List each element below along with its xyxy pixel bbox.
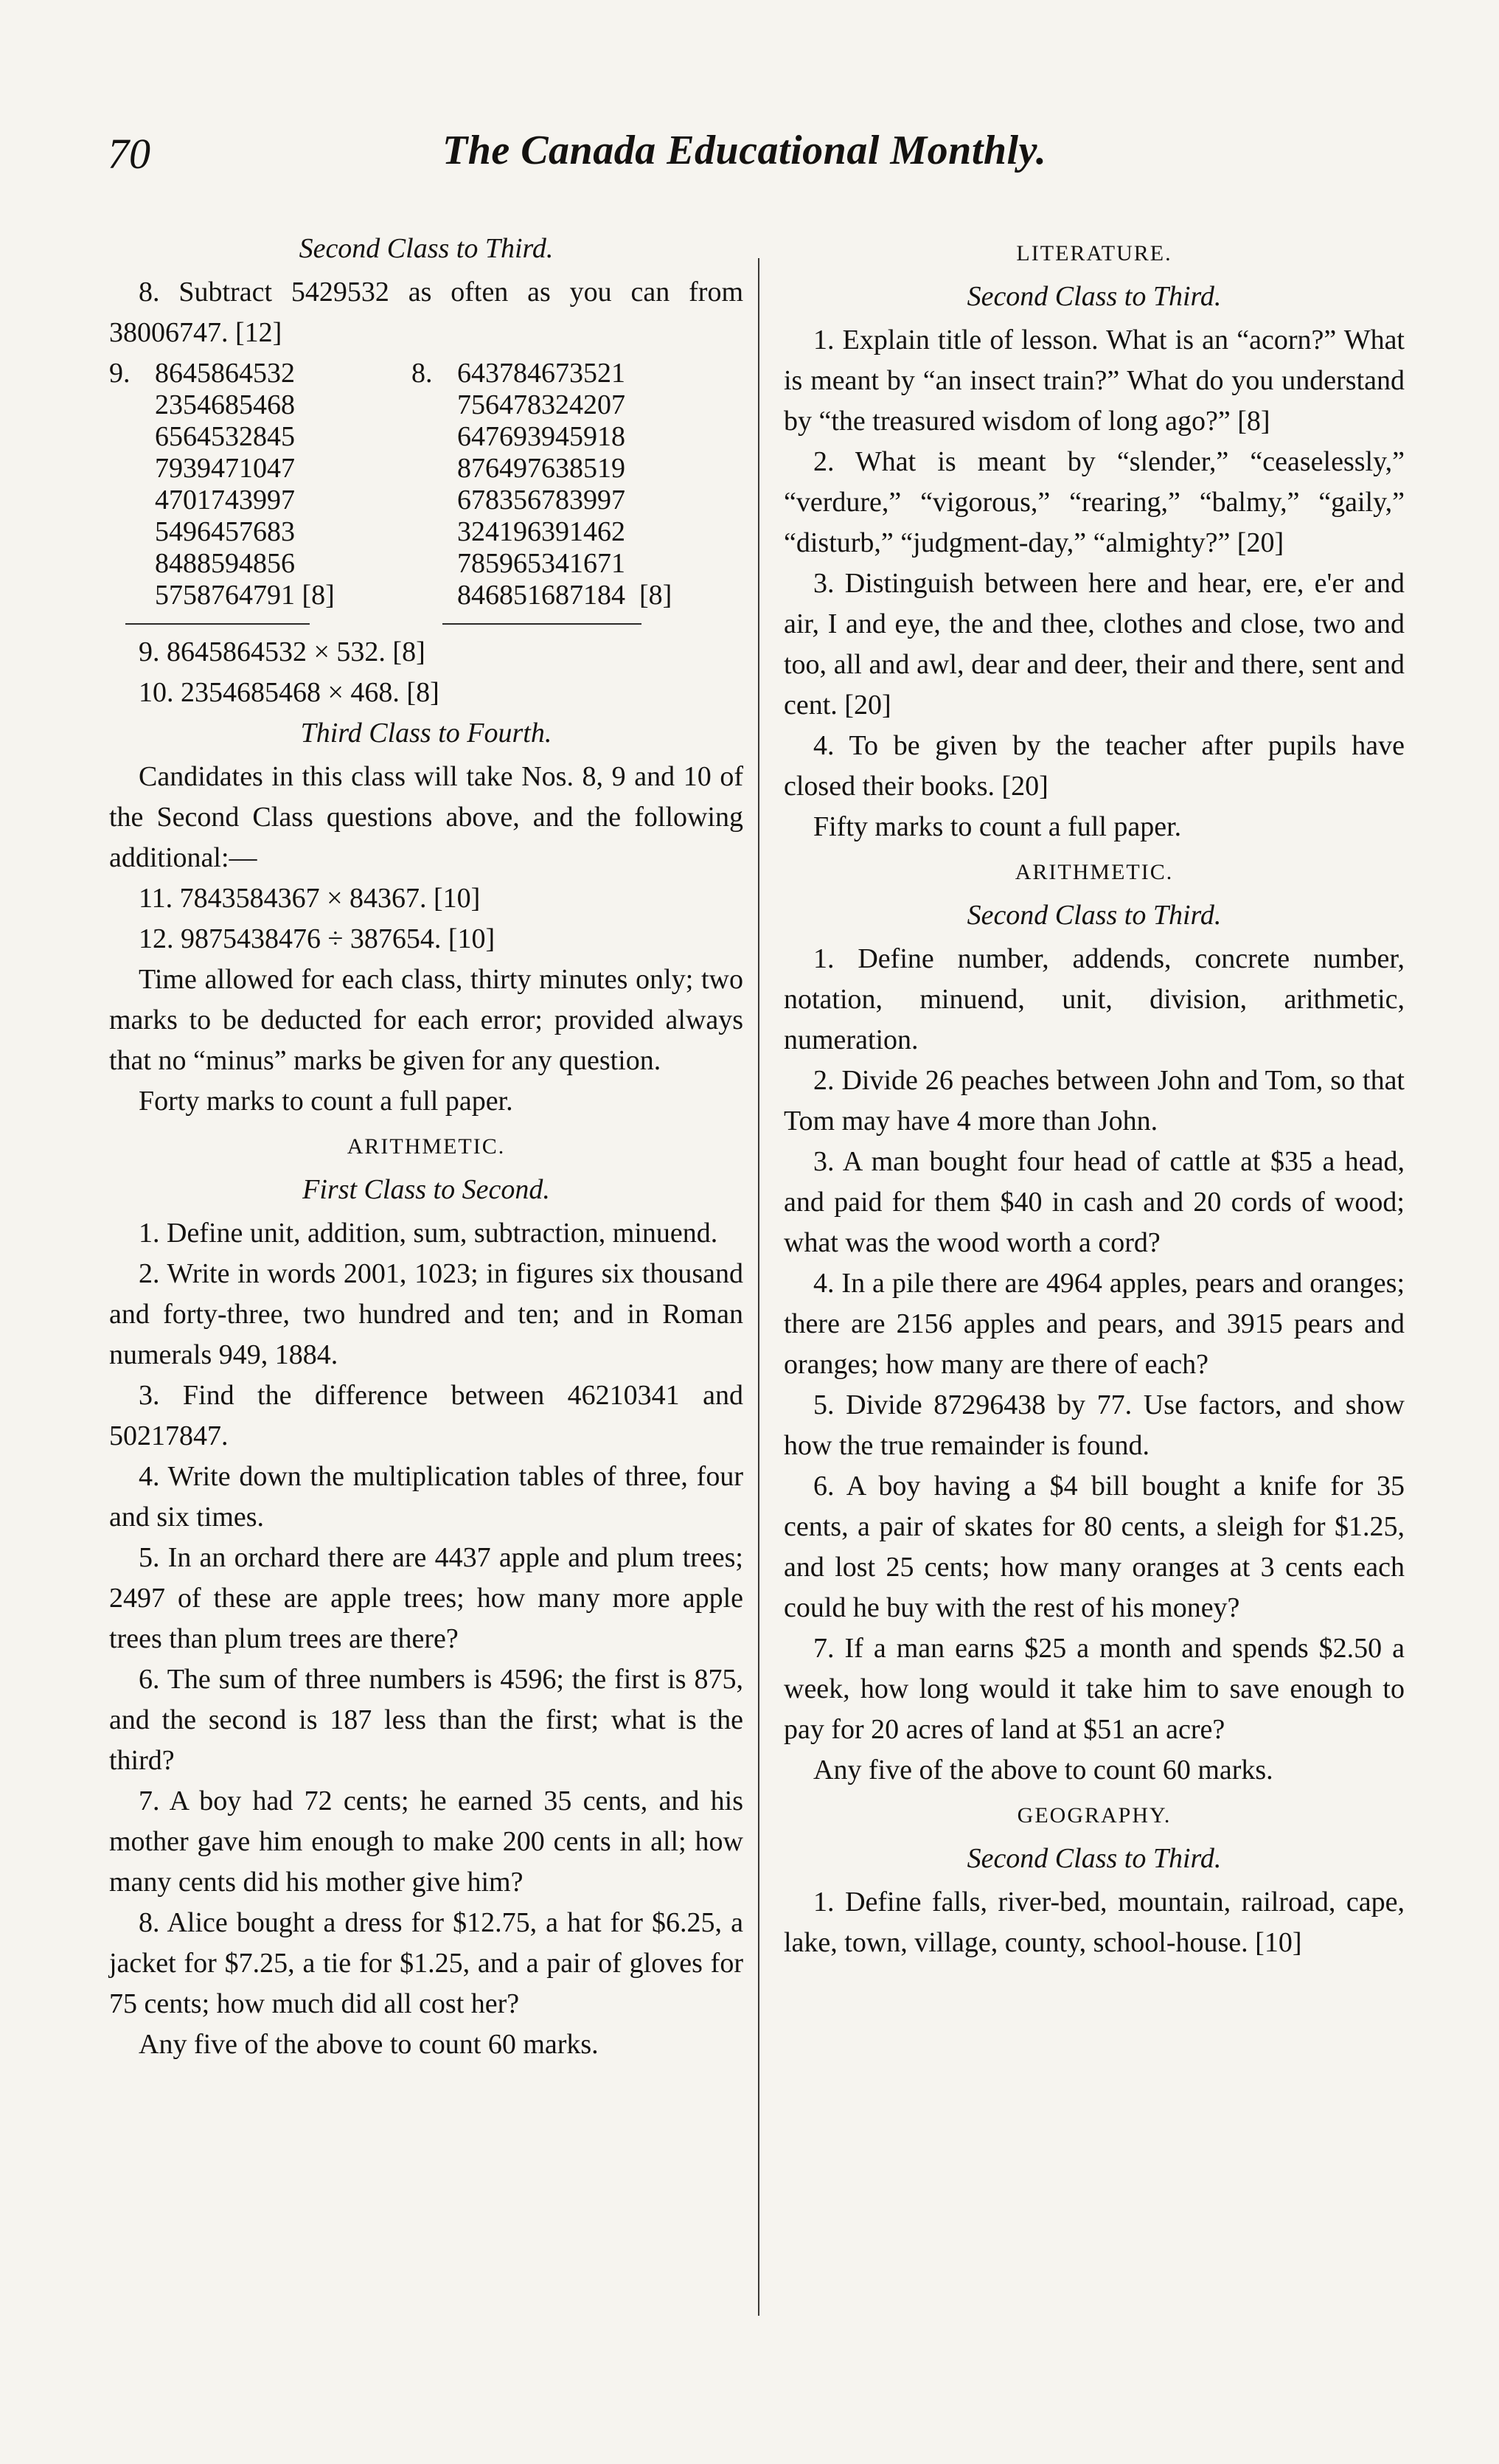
arith-question-2: 2. Write in words 2001, 1023; in figures six thousand and forty-three, two hundred and ten; and in Roman numerals 949, 1884. — [109, 1258, 743, 1370]
lit-question-2: 2. What is meant by “slender,” “ceaselessly,” “verdure,” “vigorous,” “rearing,” “balmy,” “gaily,” “disturb,” “judgment-day,” “almighty?” [20] — [784, 446, 1405, 558]
number-line: 8645864532 — [155, 358, 295, 389]
arith-question-8: 8. Alice bought a dress for $12.75, a hat for $6.25, a jacket for $7.25, a tie for $1.25, and a pair of gloves for 75 cents; how much did all cost her? — [109, 1907, 743, 2019]
geo-question-1: 1. Define falls, river-bed, mountain, railroad, cape, lake, town, village, county, school-house. [10] — [784, 1887, 1405, 1958]
any-five-note: Any five of the above to count 60 marks. — [813, 1755, 1273, 1785]
arith-question-6: 6. The sum of three numbers is 4596; the first is 875, and the second is 187 less than the first; what is the third? — [109, 1664, 743, 1776]
number-line: 678356783997 — [457, 485, 625, 516]
arith-question-1: 1. Define number, addends, concrete number, notation, minuend, unit, division, arithmetic, numeration. — [784, 943, 1405, 1055]
number-line: 785965341671 — [457, 548, 625, 579]
number-line: 756478324207 — [457, 389, 625, 420]
fifty-marks-note: Fifty marks to count a full paper. — [813, 811, 1182, 842]
question-10-multiply: 10. 2354685468 × 468. [8] — [139, 677, 439, 708]
lit-question-3: 3. Distinguish between here and hear, ere, e'er and air, I and eye, the and thee, clothes and close, two and too, all and awl, dear and deer, their and there, sent and cent. [20] — [784, 568, 1405, 721]
number-line: 647693945918 — [457, 421, 625, 452]
subheading-second-class: Second Class to Third. — [299, 233, 554, 264]
running-title: The Canada Educational Monthly. — [442, 128, 1047, 173]
subheading-second-class: Second Class to Third. — [967, 1843, 1222, 1874]
block-label: 8. — [411, 358, 433, 389]
lit-question-1: 1. Explain title of lesson. What is an “acorn?” What is meant by “an insect train?” What do you understand by “the treasured wisdom of long ago?” [8] — [784, 325, 1405, 437]
left-column — [109, 229, 743, 2065]
subheading-third-class: Third Class to Fourth. — [300, 718, 552, 749]
sum-rule — [125, 623, 310, 625]
number-line: 876497638519 — [457, 453, 625, 484]
number-list — [109, 358, 411, 611]
right-column — [784, 229, 1405, 1963]
arith-question-5: 5. In an orchard there are 4437 apple and plum trees; 2497 of these are apple trees; how many more apple trees than plum trees are there? — [109, 1542, 743, 1654]
section-arithmetic: ARITHMETIC. — [347, 1134, 506, 1159]
block-label: 9. — [109, 358, 131, 389]
number-list — [411, 358, 743, 611]
arith-question-7: 7. If a man earns $25 a month and spends $2.50 a week, how long would it take him to save enough to pay for 20 acres of land at $51 an acre? — [784, 1633, 1405, 1745]
column-divider — [758, 258, 759, 2316]
subheading-second-class: Second Class to Third. — [967, 900, 1222, 931]
section-geography: GEOGRAPHY. — [1017, 1803, 1172, 1828]
addition-block-9 — [109, 358, 411, 611]
any-five-note: Any five of the above to count 60 marks. — [139, 2029, 599, 2060]
number-line: 5496457683 — [155, 516, 295, 547]
arith-question-4: 4. Write down the multiplication tables of three, four and six times. — [109, 1461, 743, 1533]
arith-question-6: 6. A boy having a $4 bill bought a knife for 35 cents, a pair of skates for 80 cents, a sleigh for $1.25, and lost 25 cents; how many oranges at 3 cents each could he buy with the rest of his money? — [784, 1471, 1405, 1623]
question-8-subtract: 8. Subtract 5429532 as often as you can from 38006747. [12] — [109, 277, 743, 348]
number-line: 6564532845 — [155, 421, 295, 452]
subheading-first-class: First Class to Second. — [302, 1174, 550, 1205]
candidates-instructions: Candidates in this class will take Nos. 8, 9 and 10 of the Second Class questions above, and the following additional:— — [109, 761, 743, 873]
section-literature: LITERATURE. — [1016, 241, 1172, 266]
lit-question-4: 4. To be given by the teacher after pupils have closed their books. [20] — [784, 730, 1405, 802]
section-arithmetic: ARITHMETIC. — [1015, 860, 1174, 884]
question-12: 12. 9875438476 ÷ 387654. [10] — [139, 923, 495, 954]
question-9-multiply: 9. 8645864532 × 532. [8] — [139, 636, 425, 667]
arith-question-2: 2. Divide 26 peaches between John and Tom, so that Tom may have 4 more than John. — [784, 1065, 1405, 1136]
question-11: 11. 7843584367 × 84367. [10] — [139, 883, 481, 914]
number-line: 846851687184 [8] — [457, 580, 672, 611]
arith-question-3: 3. Find the difference between 46210341 and 50217847. — [109, 1380, 743, 1451]
number-line: 7939471047 — [155, 453, 295, 484]
addition-block-8 — [411, 358, 743, 611]
page-number: 70 — [108, 130, 150, 178]
number-line: 2354685468 — [155, 389, 295, 420]
sum-rules — [109, 616, 743, 632]
number-line: 324196391462 — [457, 516, 625, 547]
sum-rule — [442, 623, 641, 625]
addition-columns — [109, 358, 743, 611]
arith-question-3: 3. A man bought four head of cattle at $35 a head, and paid for them $40 in cash and 20 cords of wood; what was the wood worth a cord? — [784, 1146, 1405, 1258]
arith-question-7: 7. A boy had 72 cents; he earned 35 cents, and his mother gave him enough to make 200 cents in all; how many cents did his mother give him? — [109, 1785, 743, 1898]
arith-question-5: 5. Divide 87296438 by 77. Use factors, and show how the true remainder is found. — [784, 1389, 1405, 1461]
subheading-second-class: Second Class to Third. — [967, 281, 1222, 312]
number-line: 8488594856 — [155, 548, 295, 579]
arith-question-4: 4. In a pile there are 4964 apples, pears and oranges; there are 2156 apples and pears, and 3915 pears and oranges; how many are there of each? — [784, 1268, 1405, 1380]
time-allowed-note: Time allowed for each class, thirty minutes only; two marks to be deducted for each error; provided always that no “minus” marks be given for any question. — [109, 964, 743, 1076]
forty-marks-note: Forty marks to count a full paper. — [139, 1086, 513, 1117]
number-line: 643784673521 — [457, 358, 625, 389]
arith-question-1: 1. Define unit, addition, sum, subtraction, minuend. — [139, 1218, 718, 1249]
number-line: 4701743997 — [155, 485, 295, 516]
number-line: 5758764791 [8] — [155, 580, 335, 611]
